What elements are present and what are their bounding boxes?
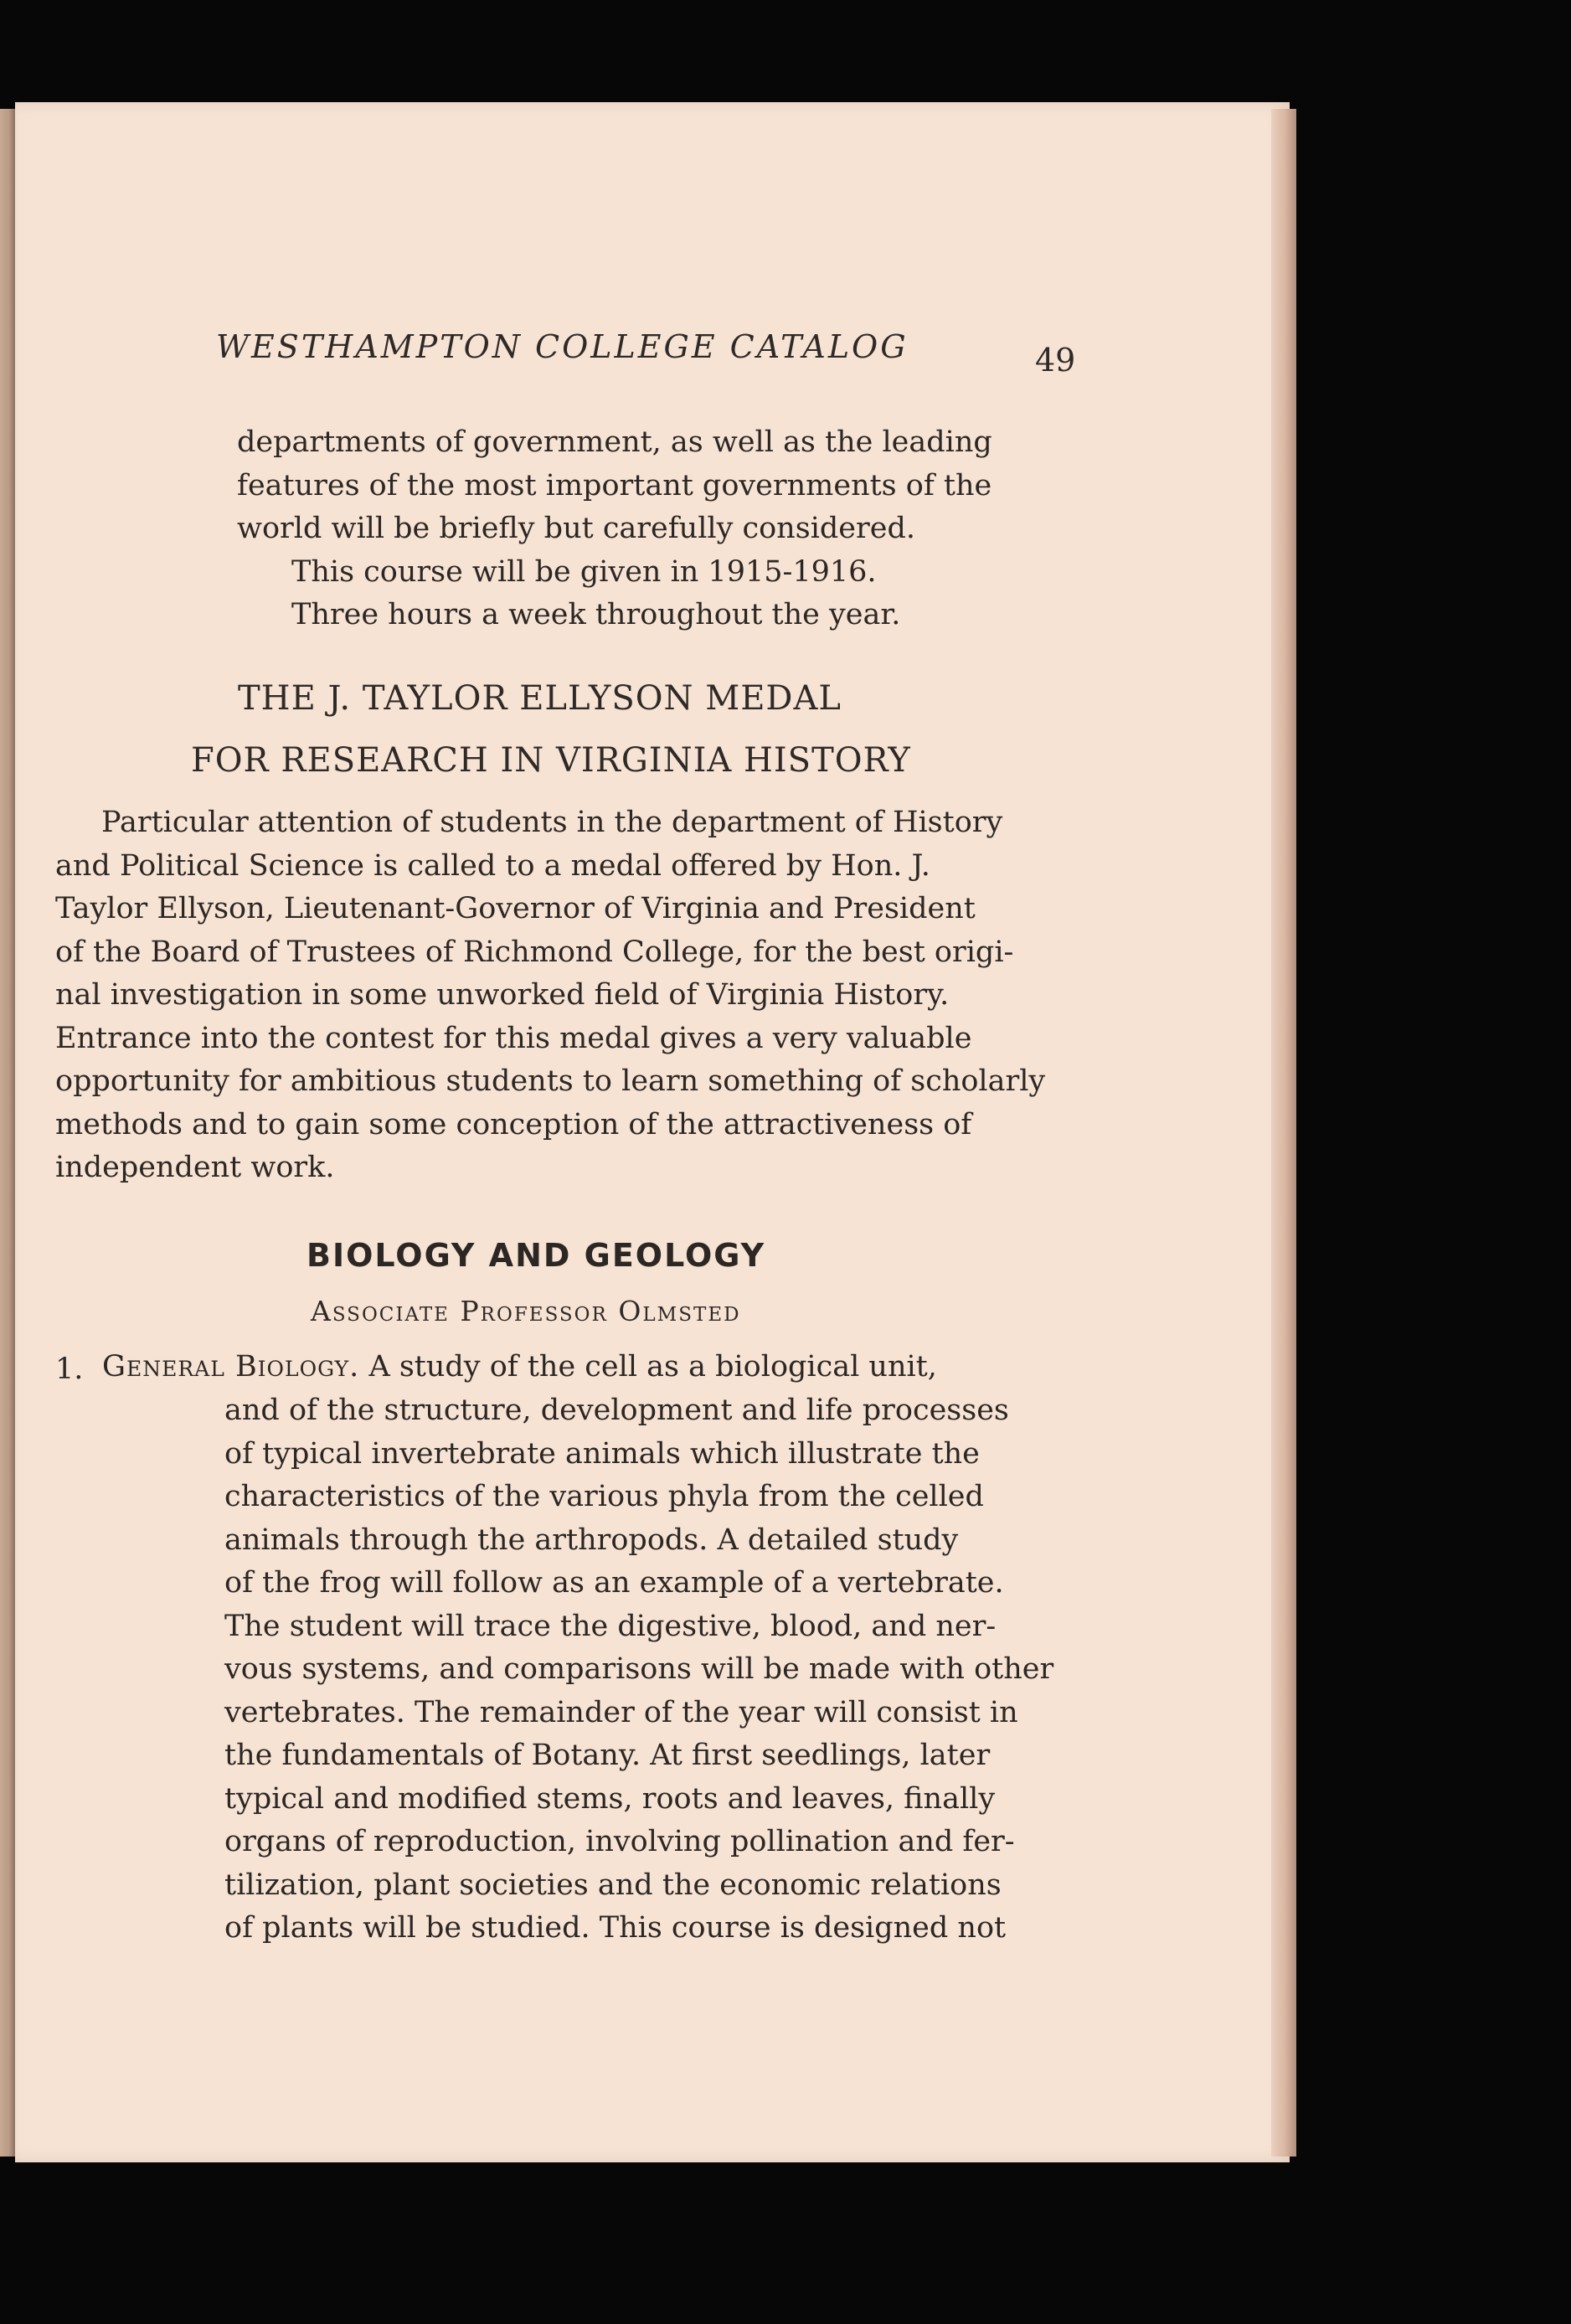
government-line: departments of government, as well as the leading	[237, 425, 992, 459]
government-line: features of the most important governments of the	[237, 468, 992, 502]
medal-line: Taylor Ellyson, Lieutenant-Governor of Virginia and President	[55, 892, 976, 925]
government-line: world will be briefly but carefully considered.	[237, 512, 915, 545]
medal-line: Entrance into the contest for this medal gives a very valuable	[55, 1021, 972, 1055]
medal-line: independent work.	[55, 1151, 335, 1184]
course-line: animals through the arthropods. A detailed study	[224, 1523, 959, 1557]
course-line: vertebrates. The remainder of the year will consist in	[224, 1695, 1018, 1729]
course-line: organs of reproduction, involving pollination and fer-	[224, 1825, 1015, 1858]
course-line: of the frog will follow as an example of a vertebrate.	[224, 1566, 1004, 1600]
course-description	[224, 1389, 1072, 1950]
course-hours-note: Three hours a week throughout the year.	[291, 598, 901, 631]
course-title: General Biology.	[102, 1350, 360, 1384]
government-paragraph	[237, 421, 1070, 637]
course-first-line-text: A study of the cell as a biological unit,	[368, 1350, 937, 1384]
course-line: of typical invertebrate animals which illustrate the	[224, 1436, 980, 1471]
medal-heading-line2: FOR RESEARCH IN VIRGINIA HISTORY	[191, 741, 911, 780]
instructor-name: Associate Professor Olmsted	[311, 1295, 741, 1327]
course-line: tilization, plant societies and the economic relations	[224, 1868, 1002, 1902]
medal-line: nal investigation in some unworked field of Virginia History.	[55, 978, 950, 1012]
medal-paragraph	[55, 801, 1073, 1190]
course-line: vous systems, and comparisons will be made with other	[224, 1652, 1054, 1686]
medal-line: opportunity for ambitious students to learn something of scholarly	[55, 1064, 1046, 1098]
course-first-line	[102, 1346, 1074, 1389]
running-head: WESTHAMPTON COLLEGE CATALOG	[216, 328, 909, 365]
biology-section-heading: BIOLOGY AND GEOLOGY	[306, 1237, 766, 1274]
course-number: 1.	[55, 1353, 84, 1386]
medal-line: of the Board of Trustees of Richmond College, for the best origi-	[55, 935, 1014, 969]
course-line: of plants will be studied. This course is designed not	[224, 1911, 1007, 1945]
medal-line: methods and to gain some conception of the attractiveness of	[55, 1107, 972, 1141]
course-given-note: This course will be given in 1915-1916.	[291, 554, 877, 589]
medal-line: Particular attention of students in the department of History	[101, 806, 1003, 839]
course-line: and of the structure, development and life processes	[224, 1394, 1009, 1427]
medal-line: and Political Science is called to a medal offered by Hon. J.	[55, 848, 930, 883]
course-line: typical and modified stems, roots and leaves, finally	[224, 1781, 996, 1816]
left-page-edge	[0, 109, 15, 2157]
medal-heading-line1: THE J. TAYLOR ELLYSON MEDAL	[238, 679, 842, 718]
course-line: characteristics of the various phyla from the celled	[224, 1480, 984, 1513]
page-number: 49	[1035, 342, 1076, 379]
right-page-edge	[1271, 109, 1296, 2157]
course-line: The student will trace the digestive, blood, and ner-	[224, 1609, 997, 1643]
course-line: the fundamentals of Botany. At first seedlings, later	[224, 1739, 991, 1772]
